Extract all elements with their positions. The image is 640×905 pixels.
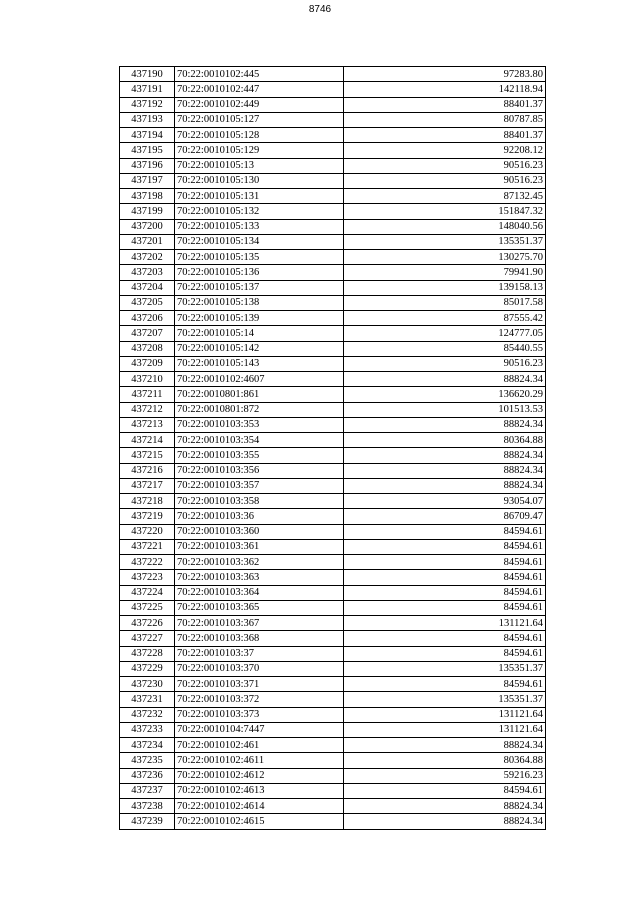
value-cell: 88824.34 <box>344 814 546 829</box>
row-number: 437194 <box>120 128 175 143</box>
cadastral-number: 70:22:0010102:4607 <box>175 372 344 387</box>
cadastral-number: 70:22:0010103:36 <box>175 509 344 524</box>
table-row <box>120 311 546 326</box>
table-row <box>120 387 546 402</box>
value-cell: 130275.70 <box>344 250 546 265</box>
value-cell: 148040.56 <box>344 219 546 234</box>
value-cell: 85440.55 <box>344 341 546 356</box>
value-cell: 79941.90 <box>344 265 546 280</box>
value-cell: 59216.23 <box>344 768 546 783</box>
table-row <box>120 128 546 143</box>
cadastral-number: 70:22:0010105:133 <box>175 219 344 234</box>
cadastral-number: 70:22:0010102:461 <box>175 738 344 753</box>
cadastral-number: 70:22:0010102:4613 <box>175 783 344 798</box>
cadastral-number: 70:22:0010105:138 <box>175 295 344 310</box>
row-number: 437213 <box>120 417 175 432</box>
cadastral-number: 70:22:0010103:360 <box>175 524 344 539</box>
cadastral-number: 70:22:0010103:357 <box>175 478 344 493</box>
row-number: 437201 <box>120 234 175 249</box>
value-cell: 124777.05 <box>344 326 546 341</box>
value-cell: 90516.23 <box>344 173 546 188</box>
value-cell: 87132.45 <box>344 189 546 204</box>
row-number: 437207 <box>120 326 175 341</box>
cadastral-number: 70:22:0010105:14 <box>175 326 344 341</box>
row-number: 437228 <box>120 646 175 661</box>
row-number: 437218 <box>120 494 175 509</box>
table-row <box>120 570 546 585</box>
table-row <box>120 585 546 600</box>
row-number: 437225 <box>120 600 175 615</box>
row-number: 437237 <box>120 783 175 798</box>
table-row <box>120 661 546 676</box>
value-cell: 131121.64 <box>344 707 546 722</box>
cadastral-number: 70:22:0010102:449 <box>175 97 344 112</box>
value-cell: 135351.37 <box>344 234 546 249</box>
cadastral-number: 70:22:0010103:358 <box>175 494 344 509</box>
row-number: 437198 <box>120 189 175 204</box>
row-number: 437206 <box>120 311 175 326</box>
table-row <box>120 250 546 265</box>
table-row <box>120 97 546 112</box>
table-row <box>120 372 546 387</box>
value-cell: 151847.32 <box>344 204 546 219</box>
row-number: 437239 <box>120 814 175 829</box>
table-row <box>120 143 546 158</box>
cadastral-number: 70:22:0010103:354 <box>175 433 344 448</box>
value-cell: 135351.37 <box>344 661 546 676</box>
row-number: 437226 <box>120 616 175 631</box>
table-row <box>120 768 546 783</box>
value-cell: 92208.12 <box>344 143 546 158</box>
value-cell: 84594.61 <box>344 570 546 585</box>
row-number: 437223 <box>120 570 175 585</box>
table-row <box>120 478 546 493</box>
table-row <box>120 173 546 188</box>
value-cell: 139158.13 <box>344 280 546 295</box>
cadastral-number: 70:22:0010103:37 <box>175 646 344 661</box>
table-row <box>120 265 546 280</box>
table-row <box>120 783 546 798</box>
cadastral-number: 70:22:0010102:4612 <box>175 768 344 783</box>
table-row <box>120 600 546 615</box>
value-cell: 84594.61 <box>344 783 546 798</box>
cadastral-number: 70:22:0010102:4614 <box>175 799 344 814</box>
table-row <box>120 356 546 371</box>
registry-table <box>119 66 546 830</box>
row-number: 437219 <box>120 509 175 524</box>
table-row <box>120 753 546 768</box>
table-row <box>120 67 546 82</box>
value-cell: 88401.37 <box>344 128 546 143</box>
row-number: 437234 <box>120 738 175 753</box>
cadastral-number: 70:22:0010103:356 <box>175 463 344 478</box>
cadastral-number: 70:22:0010103:371 <box>175 677 344 692</box>
row-number: 437217 <box>120 478 175 493</box>
value-cell: 101513.53 <box>344 402 546 417</box>
value-cell: 93054.07 <box>344 494 546 509</box>
value-cell: 142118.94 <box>344 82 546 97</box>
cadastral-number: 70:22:0010801:861 <box>175 387 344 402</box>
row-number: 437212 <box>120 402 175 417</box>
cadastral-number: 70:22:0010103:373 <box>175 707 344 722</box>
row-number: 437221 <box>120 539 175 554</box>
row-number: 437190 <box>120 67 175 82</box>
row-number: 437202 <box>120 250 175 265</box>
table-row <box>120 799 546 814</box>
cadastral-number: 70:22:0010105:132 <box>175 204 344 219</box>
value-cell: 88824.34 <box>344 448 546 463</box>
row-number: 437232 <box>120 707 175 722</box>
table-row <box>120 158 546 173</box>
table-row <box>120 707 546 722</box>
row-number: 437191 <box>120 82 175 97</box>
cadastral-number: 70:22:0010105:135 <box>175 250 344 265</box>
value-cell: 97283.80 <box>344 67 546 82</box>
table-row <box>120 204 546 219</box>
page-number: 8746 <box>308 4 332 15</box>
row-number: 437195 <box>120 143 175 158</box>
row-number: 437231 <box>120 692 175 707</box>
cadastral-number: 70:22:0010103:353 <box>175 417 344 432</box>
cadastral-number: 70:22:0010105:142 <box>175 341 344 356</box>
table-row <box>120 417 546 432</box>
cadastral-number: 70:22:0010102:447 <box>175 82 344 97</box>
table-row <box>120 692 546 707</box>
cadastral-number: 70:22:0010103:365 <box>175 600 344 615</box>
value-cell: 80787.85 <box>344 112 546 127</box>
value-cell: 84594.61 <box>344 631 546 646</box>
table-row <box>120 722 546 737</box>
cadastral-number: 70:22:0010103:372 <box>175 692 344 707</box>
row-number: 437204 <box>120 280 175 295</box>
table-row <box>120 295 546 310</box>
value-cell: 135351.37 <box>344 692 546 707</box>
value-cell: 85017.58 <box>344 295 546 310</box>
table-row <box>120 509 546 524</box>
cadastral-number: 70:22:0010105:134 <box>175 234 344 249</box>
row-number: 437230 <box>120 677 175 692</box>
table-row <box>120 341 546 356</box>
value-cell: 84594.61 <box>344 524 546 539</box>
table-row <box>120 402 546 417</box>
value-cell: 84594.61 <box>344 539 546 554</box>
table-row <box>120 326 546 341</box>
row-number: 437192 <box>120 97 175 112</box>
value-cell: 84594.61 <box>344 646 546 661</box>
cadastral-number: 70:22:0010102:4615 <box>175 814 344 829</box>
table-row <box>120 82 546 97</box>
cadastral-number: 70:22:0010105:13 <box>175 158 344 173</box>
row-number: 437233 <box>120 722 175 737</box>
value-cell: 88824.34 <box>344 463 546 478</box>
row-number: 437210 <box>120 372 175 387</box>
value-cell: 88824.34 <box>344 417 546 432</box>
table-row <box>120 539 546 554</box>
row-number: 437203 <box>120 265 175 280</box>
value-cell: 86709.47 <box>344 509 546 524</box>
row-number: 437227 <box>120 631 175 646</box>
cadastral-number: 70:22:0010105:130 <box>175 173 344 188</box>
cadastral-number: 70:22:0010105:136 <box>175 265 344 280</box>
row-number: 437196 <box>120 158 175 173</box>
value-cell: 88824.34 <box>344 738 546 753</box>
table-row <box>120 646 546 661</box>
row-number: 437209 <box>120 356 175 371</box>
value-cell: 88824.34 <box>344 372 546 387</box>
table-row <box>120 112 546 127</box>
value-cell: 90516.23 <box>344 356 546 371</box>
cadastral-number: 70:22:0010105:128 <box>175 128 344 143</box>
cadastral-number: 70:22:0010103:363 <box>175 570 344 585</box>
table-row <box>120 494 546 509</box>
cadastral-number: 70:22:0010103:355 <box>175 448 344 463</box>
cadastral-number: 70:22:0010105:131 <box>175 189 344 204</box>
value-cell: 88824.34 <box>344 478 546 493</box>
table-row <box>120 280 546 295</box>
table-body <box>120 67 546 830</box>
value-cell: 84594.61 <box>344 600 546 615</box>
row-number: 437222 <box>120 555 175 570</box>
value-cell: 87555.42 <box>344 311 546 326</box>
value-cell: 131121.64 <box>344 616 546 631</box>
cadastral-number: 70:22:0010105:127 <box>175 112 344 127</box>
cadastral-number: 70:22:0010801:872 <box>175 402 344 417</box>
cadastral-number: 70:22:0010105:139 <box>175 311 344 326</box>
cadastral-number: 70:22:0010102:445 <box>175 67 344 82</box>
row-number: 437216 <box>120 463 175 478</box>
table-row <box>120 524 546 539</box>
cadastral-number: 70:22:0010105:129 <box>175 143 344 158</box>
row-number: 437220 <box>120 524 175 539</box>
table-row <box>120 433 546 448</box>
cadastral-number: 70:22:0010105:137 <box>175 280 344 295</box>
cadastral-number: 70:22:0010103:367 <box>175 616 344 631</box>
table-row <box>120 616 546 631</box>
row-number: 437229 <box>120 661 175 676</box>
table-row <box>120 677 546 692</box>
table-row <box>120 448 546 463</box>
row-number: 437193 <box>120 112 175 127</box>
value-cell: 90516.23 <box>344 158 546 173</box>
row-number: 437235 <box>120 753 175 768</box>
value-cell: 88401.37 <box>344 97 546 112</box>
table-row <box>120 234 546 249</box>
row-number: 437197 <box>120 173 175 188</box>
table-row <box>120 814 546 829</box>
cadastral-number: 70:22:0010103:370 <box>175 661 344 676</box>
row-number: 437215 <box>120 448 175 463</box>
value-cell: 80364.88 <box>344 433 546 448</box>
row-number: 437208 <box>120 341 175 356</box>
cadastral-number: 70:22:0010103:364 <box>175 585 344 600</box>
row-number: 437200 <box>120 219 175 234</box>
table-row <box>120 219 546 234</box>
cadastral-number: 70:22:0010105:143 <box>175 356 344 371</box>
value-cell: 80364.88 <box>344 753 546 768</box>
table-row <box>120 631 546 646</box>
value-cell: 84594.61 <box>344 677 546 692</box>
row-number: 437205 <box>120 295 175 310</box>
cadastral-number: 70:22:0010103:361 <box>175 539 344 554</box>
value-cell: 131121.64 <box>344 722 546 737</box>
cadastral-number: 70:22:0010103:368 <box>175 631 344 646</box>
cadastral-number: 70:22:0010102:4611 <box>175 753 344 768</box>
table-row <box>120 463 546 478</box>
table-row <box>120 555 546 570</box>
row-number: 437214 <box>120 433 175 448</box>
value-cell: 88824.34 <box>344 799 546 814</box>
row-number: 437238 <box>120 799 175 814</box>
table-row <box>120 189 546 204</box>
row-number: 437236 <box>120 768 175 783</box>
value-cell: 84594.61 <box>344 585 546 600</box>
row-number: 437211 <box>120 387 175 402</box>
value-cell: 136620.29 <box>344 387 546 402</box>
cadastral-number: 70:22:0010104:7447 <box>175 722 344 737</box>
value-cell: 84594.61 <box>344 555 546 570</box>
table-row <box>120 738 546 753</box>
row-number: 437199 <box>120 204 175 219</box>
cadastral-number: 70:22:0010103:362 <box>175 555 344 570</box>
row-number: 437224 <box>120 585 175 600</box>
